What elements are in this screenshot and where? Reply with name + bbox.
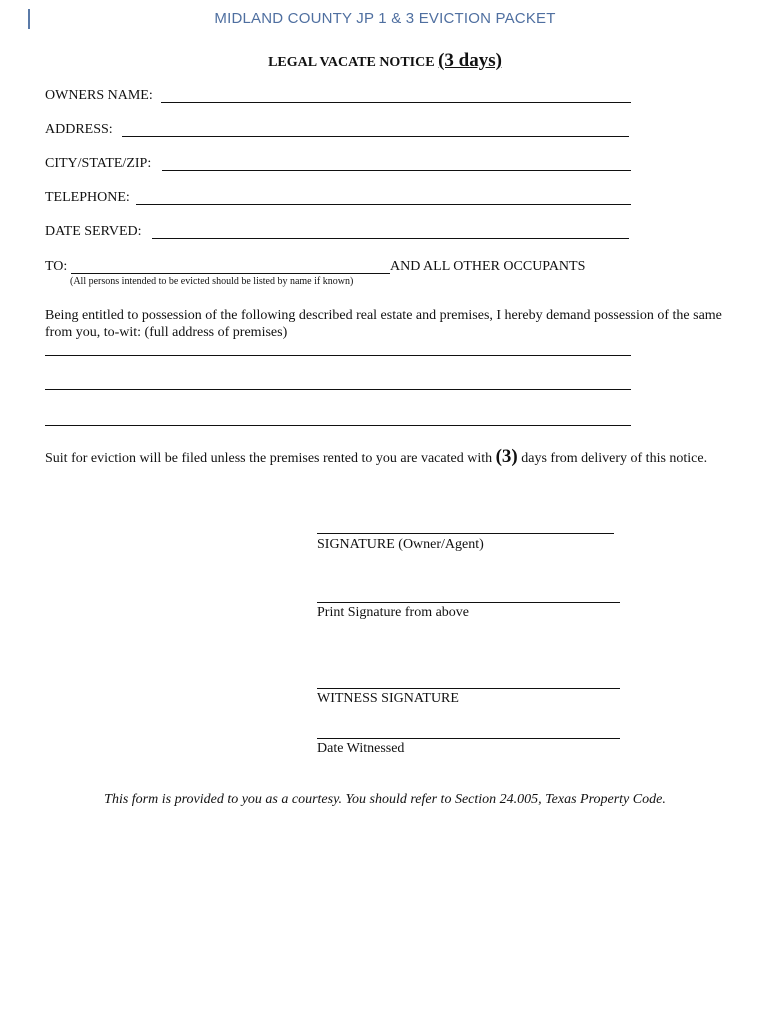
city-state-zip-line[interactable] [162,170,631,171]
owners-name-label: OWNERS NAME: [45,88,153,103]
print-signature-line[interactable] [317,602,620,603]
witness-signature-label: WITNESS SIGNATURE [317,691,459,706]
suit-text-after: days from delivery of this notice. [521,451,708,466]
owner-signature-line[interactable] [317,533,614,534]
to-suffix: AND ALL OTHER OCCUPANTS [390,259,586,274]
page-header-title: MIDLAND COUNTY JP 1 & 3 EVICTION PACKET [214,10,556,27]
witness-signature-line[interactable] [317,688,620,689]
city-state-zip-label: CITY/STATE/ZIP: [45,156,152,171]
suit-text-before: Suit for eviction will be filed unless the premises rented to you are vacated with [45,451,493,466]
to-label: TO: [45,259,68,274]
date-witnessed-line[interactable] [317,738,620,739]
to-line[interactable] [71,273,390,274]
telephone-line[interactable] [136,204,631,205]
notice-title [0,50,770,72]
owners-name-line[interactable] [161,102,631,103]
possession-paragraph: Being entitled to possession of the following described real estate and premises, I hereby demand possession of the same from you, to-wit: (full address of premises) [45,308,722,340]
suit-paragraph [45,447,725,468]
owner-signature-label: SIGNATURE (Owner/Agent) [317,537,484,552]
date-served-label: DATE SERVED: [45,224,142,239]
address-label: ADDRESS: [45,122,113,137]
notice-title-text: LEGAL VACATE NOTICE [268,55,435,70]
print-signature-label: Print Signature from above [317,605,470,620]
notice-title-days: (3 days) [438,50,502,71]
premises-line-2[interactable] [45,389,631,390]
date-served-line[interactable] [152,238,629,239]
suit-days-number: (3) [495,446,518,467]
footer-courtesy-note: This form is provided to you as a courtesy. You should refer to Section 24.005, Texas Property Code. [104,792,666,807]
premises-line-3[interactable] [45,425,631,426]
date-witnessed-label: Date Witnessed [317,741,405,756]
address-line[interactable] [122,136,629,137]
to-note: (All persons intended to be evicted should be listed by name if known) [70,276,354,287]
telephone-label: TELEPHONE: [45,190,130,205]
premises-line-1[interactable] [45,355,631,356]
